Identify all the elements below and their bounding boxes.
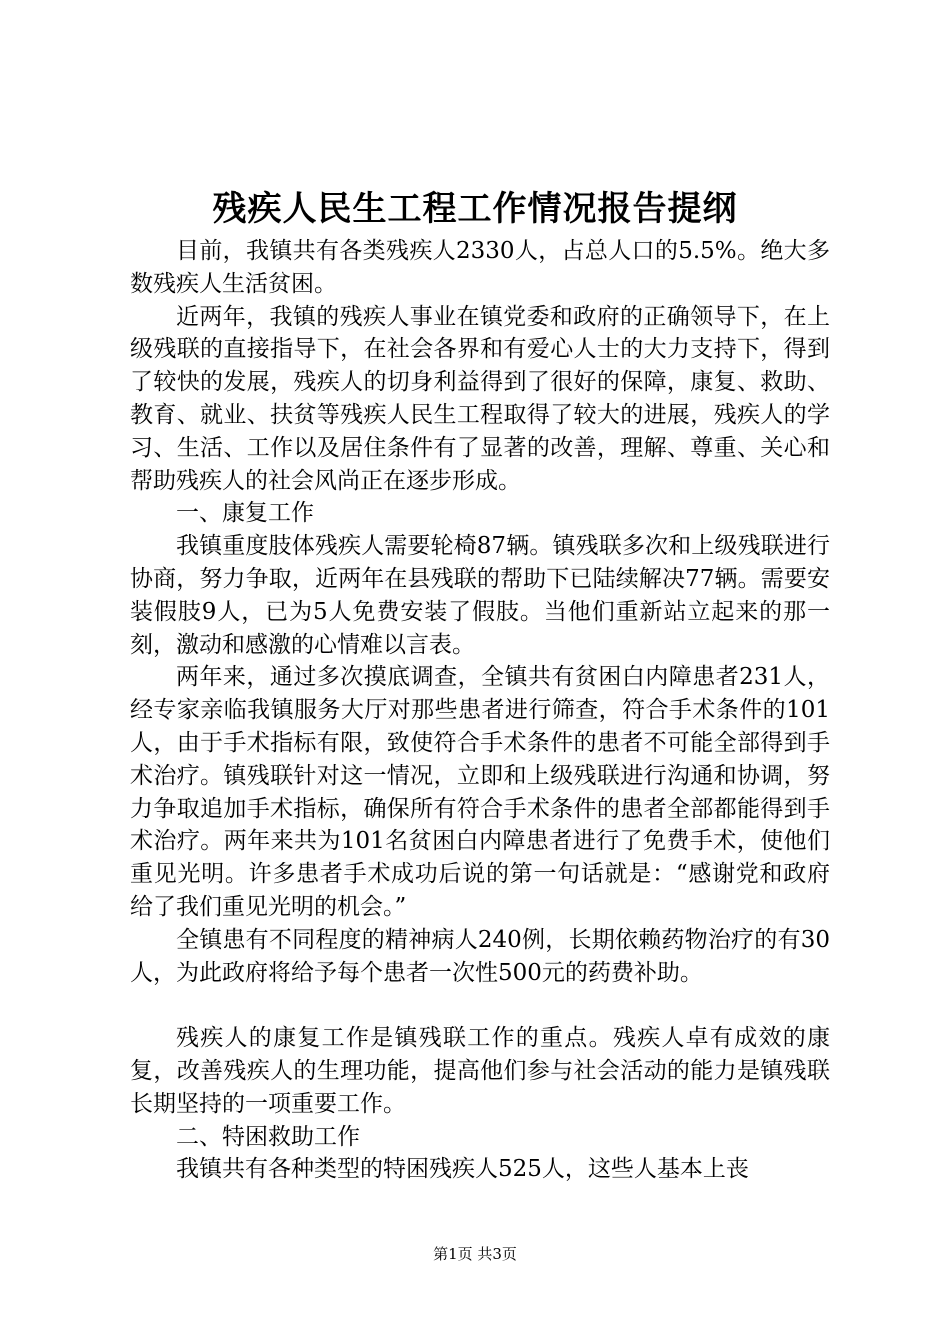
paragraph-overview: 近两年，我镇的残疾人事业在镇党委和政府的正确领导下，在上级残联的直接指导下，在社会各界和有爱心人士的大力支持下，得到了较快的发展，残疾人的切身利益得到了很好的保障，康复、救助、教育、就业、扶贫等残疾人民生工程取得了较大的进展，残疾人的学习、生活、工作以及居住条件有了显著的改善，理解、尊重、关心和帮助残疾人的社会风尚正在逐步形成。 [130,303,830,494]
paragraph-cataract: 两年来，通过多次摸底调查，全镇共有贫困白内障患者231人，经专家亲临我镇服务大厅对那些患者进行筛查，符合手术条件的101人，由于手术指标有限，致使符合手术条件的患者不可能全部得到手术治疗。镇残联针对这一情况，立即和上级残联进行沟通和协调，努力争取追加手术指标，确保所有符合手术条件的患者全部都能得到手术治疗。两年来共为101名贫困白内障患者进行了免费手术，使他们重见光明。许多患者手术成功后说的第一句话就是：“感谢党和政府给了我们重见光明的机会。” [130,664,830,920]
section-heading-rehabilitation: 一、康复工作 [176,500,314,527]
paragraph-intro: 目前，我镇共有各类残疾人2330人，占总人口的5.5%。绝大多数残疾人生活贫困。 [130,238,830,297]
page-title: 残疾人民生工程工作情况报告提纲 [212,189,738,229]
paragraph-assistance: 我镇共有各种类型的特困残疾人525人，这些人基本上丧 [176,1156,749,1183]
paragraph-rehab-summary: 残疾人的康复工作是镇残联工作的重点。残疾人卓有成效的康复，改善残疾人的生理功能，提高他们参与社会活动的能力是镇残联长期坚持的一项重要工作。 [130,1025,830,1117]
section-heading-assistance: 二、特困救助工作 [176,1123,360,1150]
document-body [130,235,830,1186]
paragraph-mental-health: 全镇患有不同程度的精神病人240例，长期依赖药物治疗的有30人，为此政府将给予每个患者一次性500元的药费补助。 [130,926,830,986]
paragraph-wheelchairs: 我镇重度肢体残疾人需要轮椅87辆。镇残联多次和上级残联进行协商，努力争取，近两年在县残联的帮助下已陆续解决77辆。需要安装假肢9人，已为5人免费安装了假肢。当他们重新站立起来的那一刻，激动和感激的心情难以言表。 [130,533,830,658]
page-footer: 第1页 共3页 [433,1245,517,1263]
paragraph-spacer [130,989,830,1022]
